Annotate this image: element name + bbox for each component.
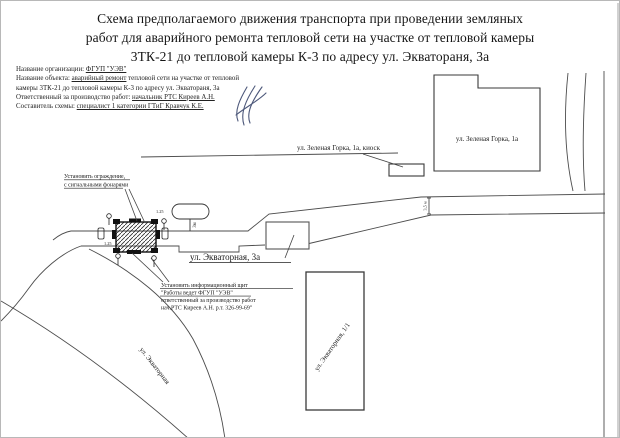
roadworks-sign-icon xyxy=(116,254,121,265)
org-value: ФГУП "УЭВ" xyxy=(85,66,127,73)
org-label: Название организации: xyxy=(16,66,86,73)
kiosk-pointer xyxy=(363,154,403,167)
info-pointer-2 xyxy=(151,258,169,282)
author-label: Составитель схемы: xyxy=(16,103,77,110)
road-south-edge-left xyxy=(81,245,265,252)
signature-scribble xyxy=(236,86,266,125)
site-plan xyxy=(1,1,620,438)
road-south-edge-right xyxy=(307,213,605,244)
oval-marker xyxy=(172,204,209,219)
author-value: специалист 1 категории ГТиГ Кравчук К.Е. xyxy=(76,103,204,110)
street-right-edge xyxy=(89,249,225,438)
barrier-board-icon xyxy=(98,228,104,239)
street-ekvatornaya-label: ул. Экваторная xyxy=(137,345,172,386)
title-line-3: 3ТК-21 до тепловой камеры К-3 по адресу ул. Экватораня, 3а xyxy=(130,48,490,64)
object-label: Название объекта: xyxy=(16,75,72,83)
building-ekvatornaya-3a xyxy=(266,222,309,249)
junction-curve-left xyxy=(1,246,81,321)
road-width-dimension xyxy=(427,198,431,214)
vertical-road-edge-right xyxy=(583,73,586,191)
fence-note-line-1: Установить ограждение, xyxy=(64,174,126,180)
roadworks-sign-icon xyxy=(107,214,112,225)
info-board-line-1: Установить информационный щит xyxy=(161,283,248,289)
barrier-board-icon xyxy=(162,228,168,239)
buildings xyxy=(266,75,540,410)
title-line-2: работ для аварийного ремонта тепловой сети на участке от тепловой камеры xyxy=(85,29,535,45)
responsible-label: Ответственный за производство работ: xyxy=(16,93,133,101)
object-value-underlined: аварийный ремонт xyxy=(71,75,127,83)
vertical-road-edge-left xyxy=(565,73,573,191)
fence-note-line-2: с сигнальными фонарями xyxy=(64,182,129,189)
title-line-1: Схема предполагаемого движения транспорта при проведении земляных xyxy=(97,11,523,26)
clearance-callout xyxy=(172,204,209,231)
info-board-line-3: ответственный за производство работ xyxy=(161,298,256,304)
sign-number-label: 1.25 xyxy=(156,209,164,214)
building-1-1-label: ул. Экваторная, 1/1 xyxy=(312,321,352,373)
object-name-line-2: камеры 3ТК-21 до тепловой камеры К-3 по адресу ул. Экватораня, 3а xyxy=(16,84,220,92)
kiosk-label: ул. Зеленая Горка, 1а, киоск xyxy=(297,144,380,152)
dimension-3m-label: 3м xyxy=(193,222,198,228)
dimension-35m-label: 3,5 м xyxy=(422,201,428,211)
kiosk-building xyxy=(389,164,424,176)
info-board-line-4: нач.РТС Киреев А.Н. р.т. 326-99-69" xyxy=(161,305,253,312)
building-zelenaya-gorka-1a xyxy=(434,75,540,171)
work-zone-hatched-area xyxy=(116,222,156,252)
info-board-line-2: "Работы ведет ФГУП "УЭВ" xyxy=(161,290,233,297)
object-value-rest: тепловой сети на участке от тепловой xyxy=(126,75,240,83)
street-3a-label: ул. Экваторная, 3а xyxy=(190,252,261,262)
work-zone xyxy=(98,209,168,267)
responsible-value: начальник РТС Киреев А.Н. xyxy=(132,93,215,101)
sign-number-label: 1.25 xyxy=(104,241,112,246)
upper-area-line xyxy=(141,153,398,157)
building-green-hill-label: ул. Зеленая Горка, 1а xyxy=(455,135,519,143)
